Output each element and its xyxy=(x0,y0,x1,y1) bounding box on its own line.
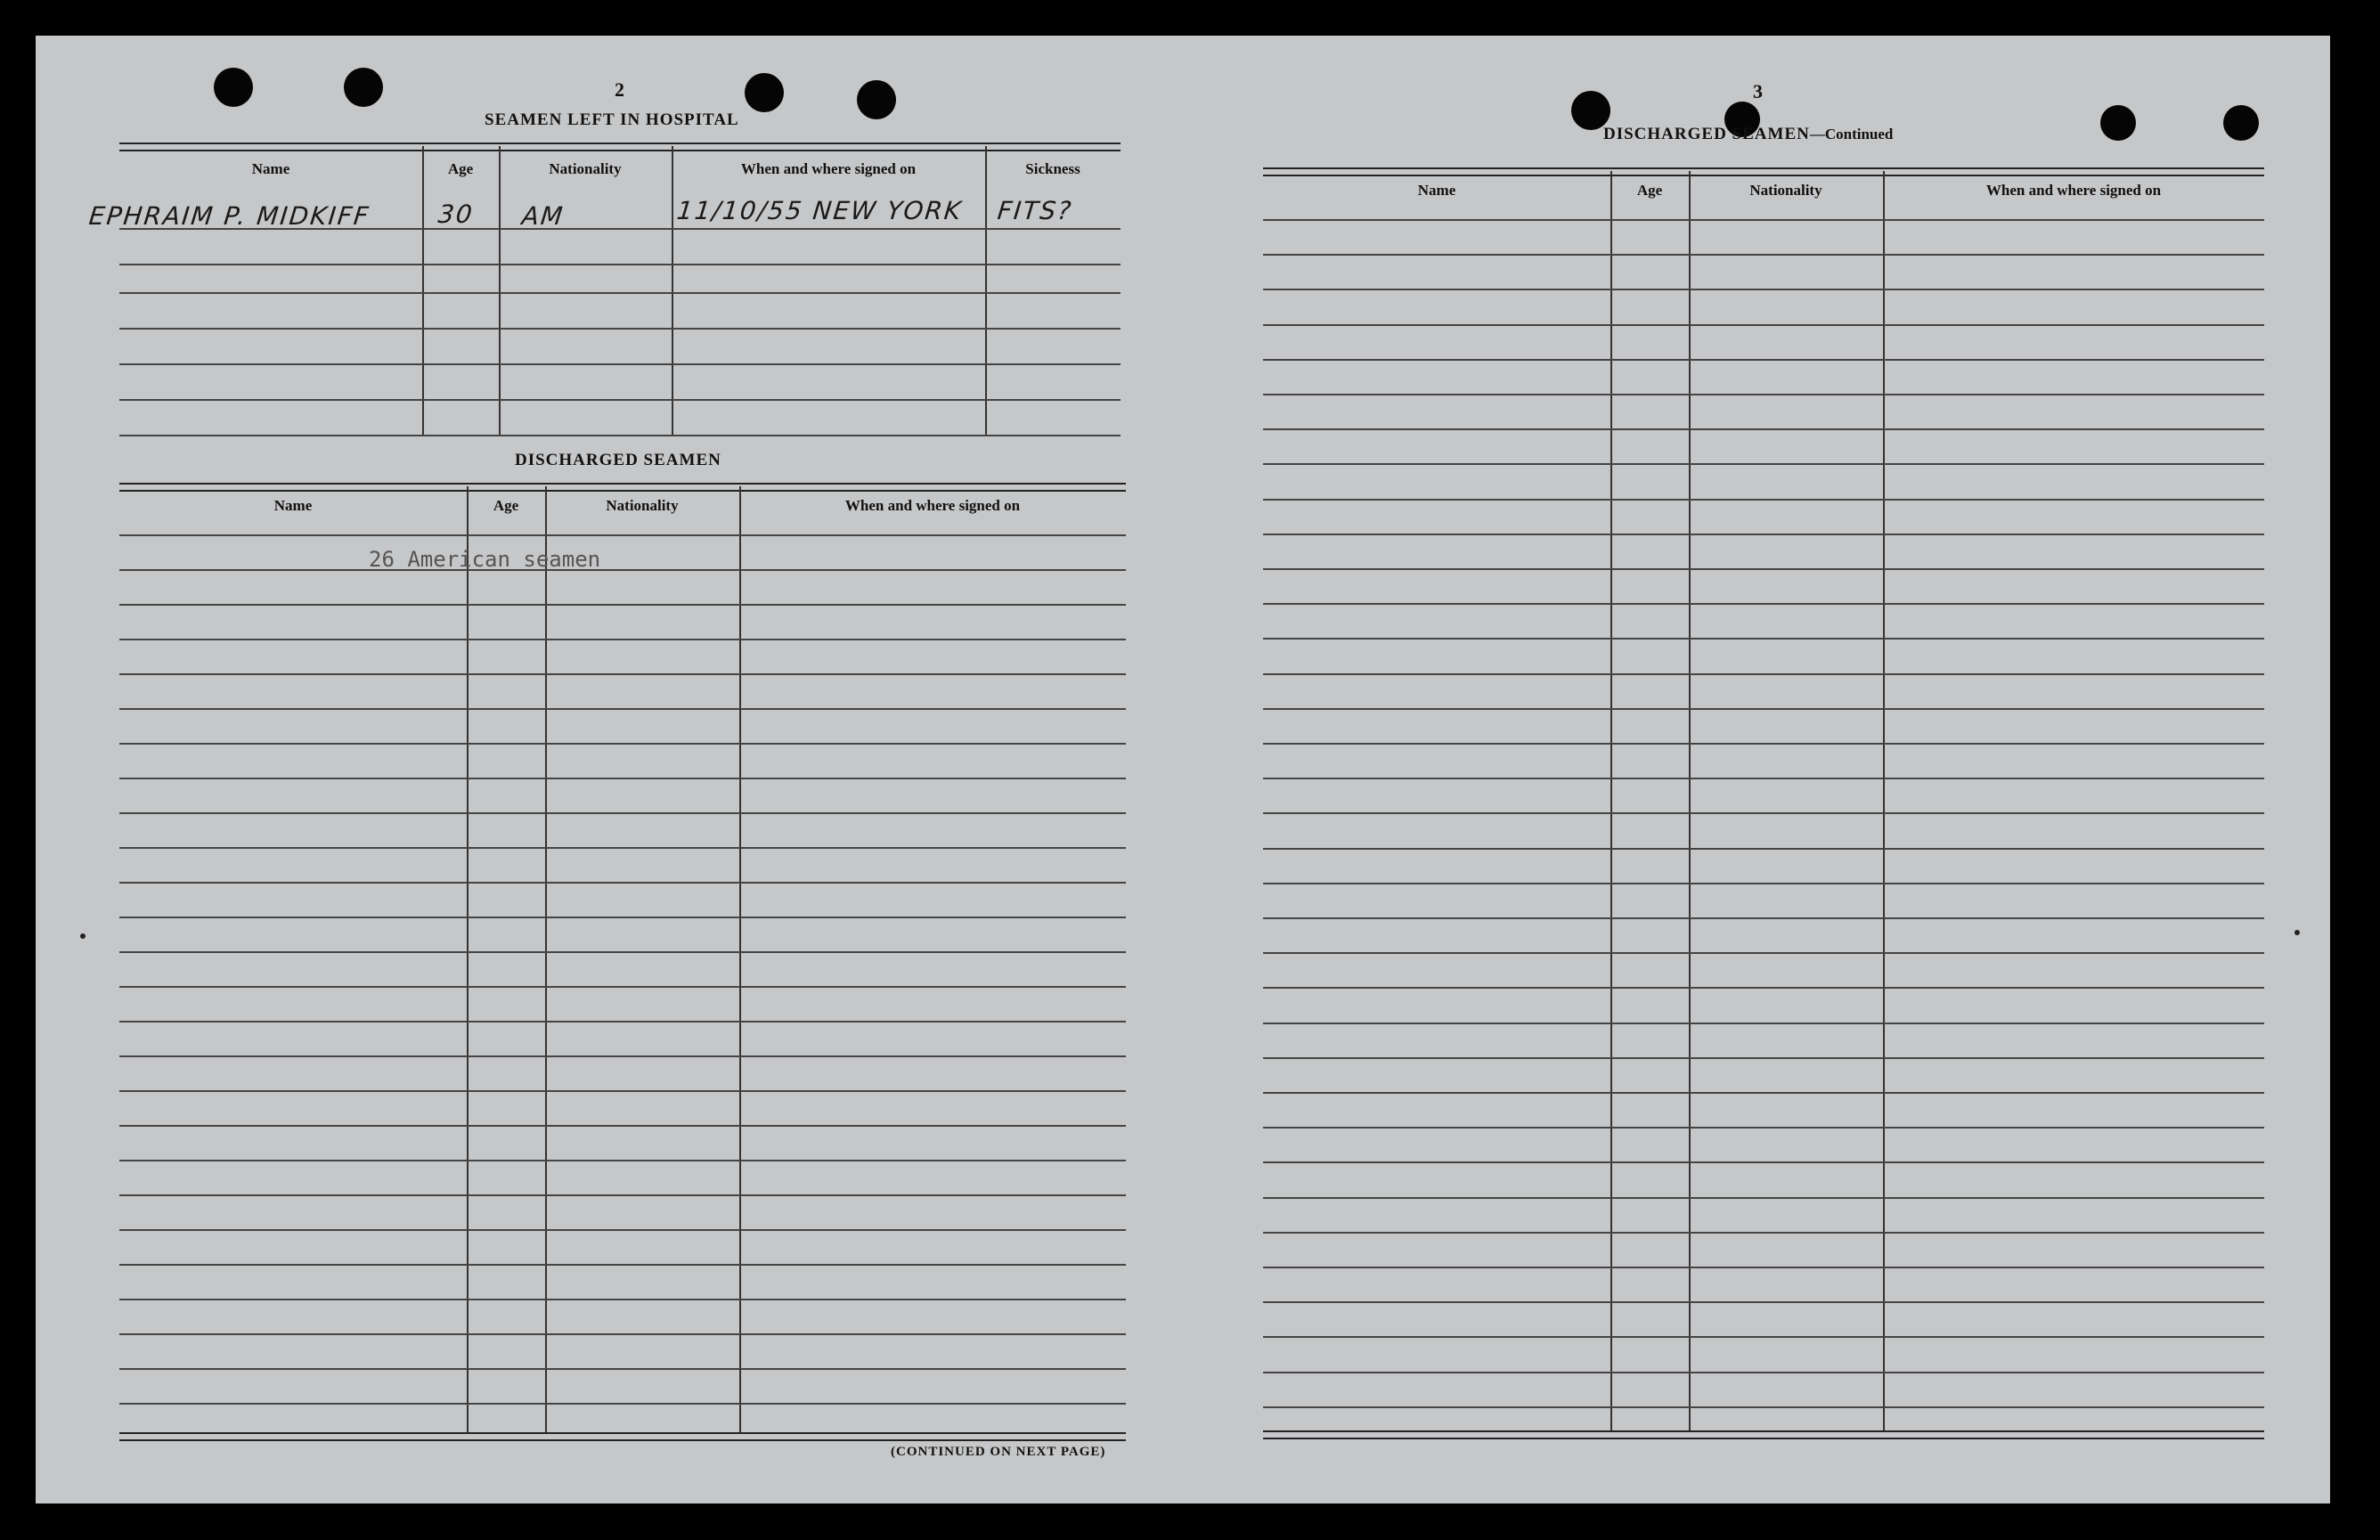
punch-hole xyxy=(745,73,784,112)
ledger-rule xyxy=(1263,1127,2264,1129)
ledger-rule xyxy=(119,778,1126,779)
ledger-rule xyxy=(119,1229,1126,1231)
stray-mark xyxy=(80,933,86,939)
hospital-table xyxy=(119,143,1121,472)
ledger-rule xyxy=(1263,917,2264,919)
page-number-right: 3 xyxy=(1753,80,1763,102)
ledger-rule xyxy=(119,1125,1126,1127)
page-number-left: 2 xyxy=(615,78,624,101)
ledger-rule xyxy=(119,1090,1126,1092)
ledger-rule xyxy=(119,917,1126,918)
ledger-rule xyxy=(1263,1023,2264,1024)
col-header-sickness: Sickness xyxy=(1025,160,1080,177)
ledger-rule xyxy=(119,1403,1126,1405)
ledger-rule xyxy=(1263,254,2264,256)
ledger-rule xyxy=(119,986,1126,988)
ledger-rule xyxy=(1263,1197,2264,1199)
col-header-age: Age xyxy=(493,497,519,514)
ledger-rule xyxy=(119,1333,1126,1335)
continued-suffix: —Continued xyxy=(1809,126,1894,143)
ledger-rule xyxy=(1263,848,2264,850)
col-header-signed-on: When and where signed on xyxy=(740,160,917,177)
ledger-rule xyxy=(1263,743,2264,745)
ledger-rule xyxy=(119,951,1126,953)
ledger-rule xyxy=(1263,1092,2264,1094)
ledger-rule xyxy=(1263,1372,2264,1373)
punch-hole xyxy=(2100,105,2136,141)
ledger-rule xyxy=(1263,952,2264,954)
ledger-rule xyxy=(119,743,1126,745)
ledger-rule xyxy=(1263,708,2264,710)
discharged-section-title: DISCHARGED SEAMEN xyxy=(515,451,721,469)
discharged-typed-note: 26 American seamen xyxy=(369,547,601,572)
col-header-name: Name xyxy=(251,160,290,177)
continued-footer: (CONTINUED ON NEXT PAGE) xyxy=(891,1445,1106,1459)
ledger-rule xyxy=(1263,219,2264,221)
col-header-name: Name xyxy=(273,497,313,514)
ledger-rule xyxy=(1263,463,2264,465)
hospital-entry-age: 30 xyxy=(436,200,476,229)
discharged-continued-title xyxy=(1603,125,1893,144)
ledger-rule xyxy=(1263,1267,2264,1268)
ledger-rule xyxy=(119,673,1126,675)
hospital-entry-signed-on: 11/10/55 NEW YORK xyxy=(675,196,965,225)
discharged-table xyxy=(119,483,1126,1445)
ledger-rule xyxy=(1263,1336,2264,1338)
col-header-age: Age xyxy=(1636,182,1663,199)
document-page xyxy=(36,36,2330,1503)
discharged-continued-table xyxy=(1263,167,2264,1486)
ledger-rule xyxy=(1263,883,2264,884)
col-header-age: Age xyxy=(447,160,474,177)
ledger-rule xyxy=(1263,638,2264,640)
ledger-rule xyxy=(1263,568,2264,570)
ledger-rule xyxy=(119,847,1126,849)
col-header-signed-on: When and where signed on xyxy=(844,497,1021,514)
ledger-rule xyxy=(1263,673,2264,675)
ledger-rule xyxy=(1263,428,2264,430)
col-header-name: Name xyxy=(1417,182,1456,199)
ledger-rule xyxy=(119,604,1126,606)
ledger-rule xyxy=(119,812,1126,814)
ledger-rule xyxy=(119,1299,1126,1300)
ledger-rule xyxy=(1263,1406,2264,1408)
ledger-rule xyxy=(1263,394,2264,395)
ledger-rule xyxy=(119,1264,1126,1266)
ledger-rule xyxy=(1263,499,2264,501)
ledger-rule xyxy=(119,882,1126,884)
punch-hole xyxy=(857,80,896,119)
ledger-rule xyxy=(1263,812,2264,814)
ledger-rule xyxy=(119,1368,1126,1370)
ledger-rule xyxy=(119,534,1126,536)
ledger-rule xyxy=(1263,289,2264,290)
ledger-rule xyxy=(1263,603,2264,605)
col-header-nationality: Nationality xyxy=(549,160,622,177)
hospital-entry-name: EPHRAIM P. MIDKIFF xyxy=(87,201,371,231)
ledger-rule xyxy=(119,708,1126,710)
col-header-nationality: Nationality xyxy=(1749,182,1822,199)
ledger-rule xyxy=(1263,1301,2264,1303)
ledger-rule xyxy=(119,1021,1126,1023)
punch-hole xyxy=(344,68,383,107)
ledger-rule xyxy=(119,1194,1126,1196)
ledger-rule xyxy=(119,1160,1126,1161)
discharged-continued-title-main: DISCHARGED SEAMEN xyxy=(1603,125,1810,143)
ledger-rule xyxy=(1263,534,2264,535)
ledger-rule xyxy=(1263,1161,2264,1163)
punch-hole xyxy=(2223,105,2259,141)
punch-hole xyxy=(214,68,253,107)
ledger-rule xyxy=(119,569,1126,571)
ledger-rule xyxy=(1263,1232,2264,1234)
ledger-rule xyxy=(1263,324,2264,326)
col-header-nationality: Nationality xyxy=(606,497,679,514)
ledger-rule xyxy=(119,1055,1126,1057)
hospital-entry-nationality: AM xyxy=(520,201,566,231)
ledger-rule xyxy=(1263,359,2264,361)
hospital-entry-sickness: FITS? xyxy=(996,196,1074,225)
ledger-rule xyxy=(1263,778,2264,779)
ledger-rule xyxy=(119,639,1126,640)
ledger-rule xyxy=(1263,1057,2264,1059)
col-header-signed-on: When and where signed on xyxy=(1985,182,2162,199)
hospital-section-title: SEAMEN LEFT IN HOSPITAL xyxy=(485,110,739,129)
stray-mark xyxy=(2294,930,2300,935)
ledger-rule xyxy=(1263,987,2264,989)
